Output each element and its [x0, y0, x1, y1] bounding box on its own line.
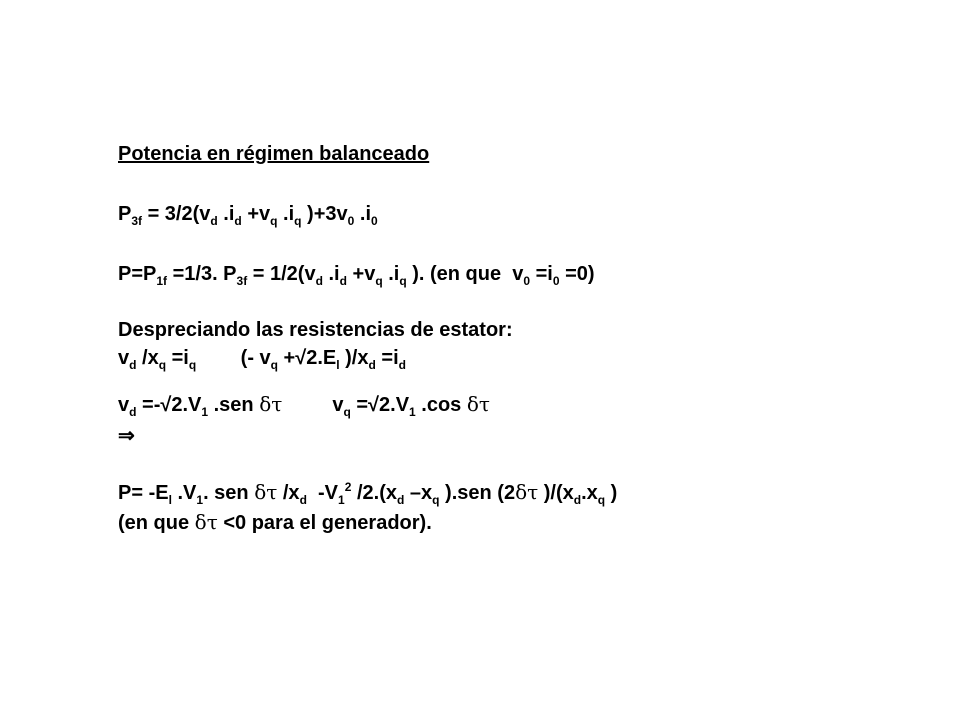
equation-p3f: $P_{3f} = 3/2(v_d$ $.i_d +v_q$ $.i_q$ )$+3v_0$ $.i_0$ — [118, 203, 378, 228]
equation-voltages: $v_d =-√2.V_1$ .sen δτ $v_q =√2.V_1$ .cos δτ — [118, 392, 490, 419]
delta-tau-symbol: δτ — [254, 480, 278, 504]
delta-tau-symbol: δτ — [259, 392, 283, 416]
equation-currents: $v_d$ $/x_q =i_q$ (- $v_q +√2.E_l$ )$/x_d =i_d$ — [118, 347, 406, 372]
delta-tau-symbol: δτ — [515, 480, 539, 504]
equation-power-result: $P= -E_l$ $.V_1$. sen δτ $/x_d$ $-V_1^2$ $/2.(x_d$ $-x_q$ ).sen (2δτ )$/(x_d.x_q$ ) — [118, 480, 618, 507]
delta-tau-symbol: δτ — [194, 510, 218, 534]
despreciando-text: Despreciando las resistencias de estator: — [118, 319, 513, 341]
equation-p1f: $P=P_{1f} =1/3$. $P_{3f} = 1/2(v_d$ $.i_d +v_q$ $.i_q$ ). (en que $v_0 =i_0 =0$) — [118, 263, 595, 288]
page-title: Potencia en régimen balanceado — [118, 143, 430, 165]
implies-arrow: ⇒ — [118, 425, 135, 447]
generator-note: (en que δτ <0 para el generador). — [118, 510, 432, 534]
delta-tau-symbol: δτ — [466, 392, 490, 416]
